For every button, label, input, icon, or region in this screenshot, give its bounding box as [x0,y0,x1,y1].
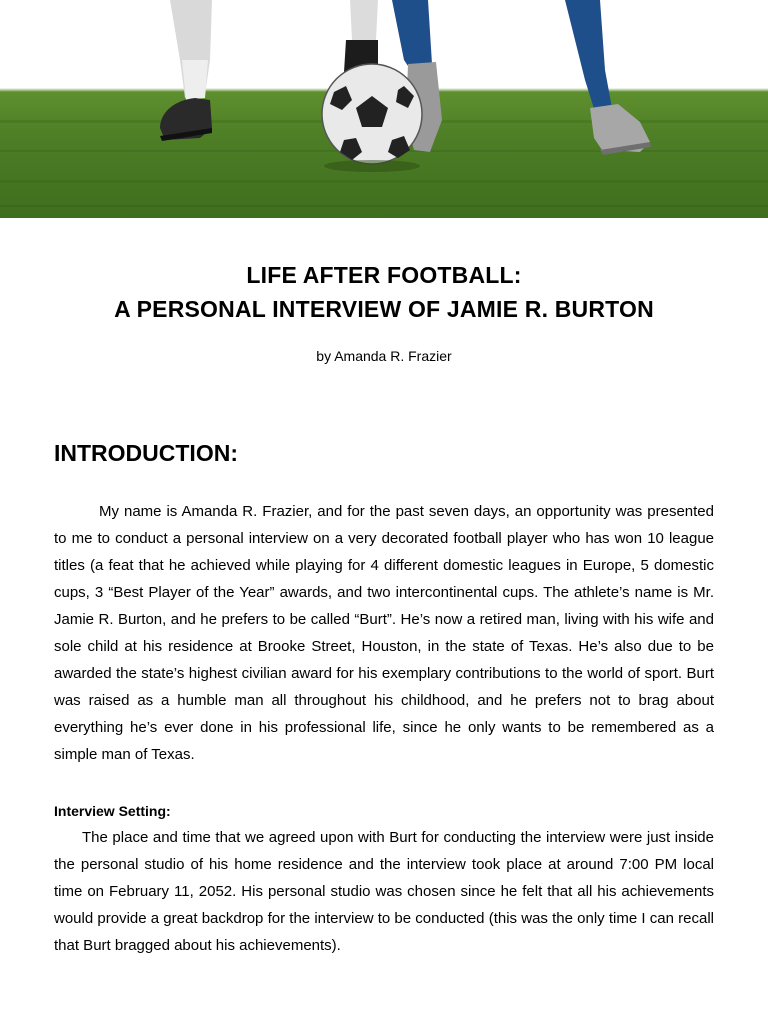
right-player-leg-blue [392,0,651,155]
left-player-leg [160,0,212,141]
author-byline: by Amanda R. Frazier [316,348,452,364]
document-title-line-2: A PERSONAL INTERVIEW OF JAMIE R. BURTON [114,296,654,322]
interview-setting-paragraph: The place and time that we agreed upon with Burt for conducting the interview were just inside the personal studio of his home residence and the interview took place at around 7:00 PM local time on February 11, 2052. His personal studio was chosen since he felt that all his achievements would provide a great backdrop for the interview to be conducted (this was the only time I can recall that Burt bragged about his achievements). [54,829,714,954]
introduction-heading: INTRODUCTION: [54,440,238,466]
hero-image [0,0,768,218]
middle-player-leg [344,0,378,72]
title-block [0,258,768,326]
soccer-scene-illustration [0,0,768,218]
interview-setting-heading: Interview Setting: [54,803,171,819]
soccer-ball [322,64,422,172]
introduction-paragraph: My name is Amanda R. Frazier, and for the past seven days, an opportunity was presented to me to conduct a personal interview on a very decorated football player who has won 10 league titles (a feat that he achieved while playing for 4 different domestic leagues in Europe, 5 domestic cups, 3 “Best Player of the Year” awards, and two intercontinental cups. The athlete’s name is Mr. Jamie R. Burton, and he prefers to be called “Burt”. He’s now a retired man, living with his wife and sole child at his residence at Brooke Street, Houston, in the state of Texas. He’s also due to be awarded the state’s highest civilian award for his exemplary contributions to the world of sport. Burt was raised as a humble man all throughout his childhood, and he prefers not to brag about everything he’s ever done in his professional life, since he only wants to be remembered as a simple man of Texas. [54,503,714,763]
article-body [0,436,768,959]
document-title-line-1: LIFE AFTER FOOTBALL: [246,262,522,288]
